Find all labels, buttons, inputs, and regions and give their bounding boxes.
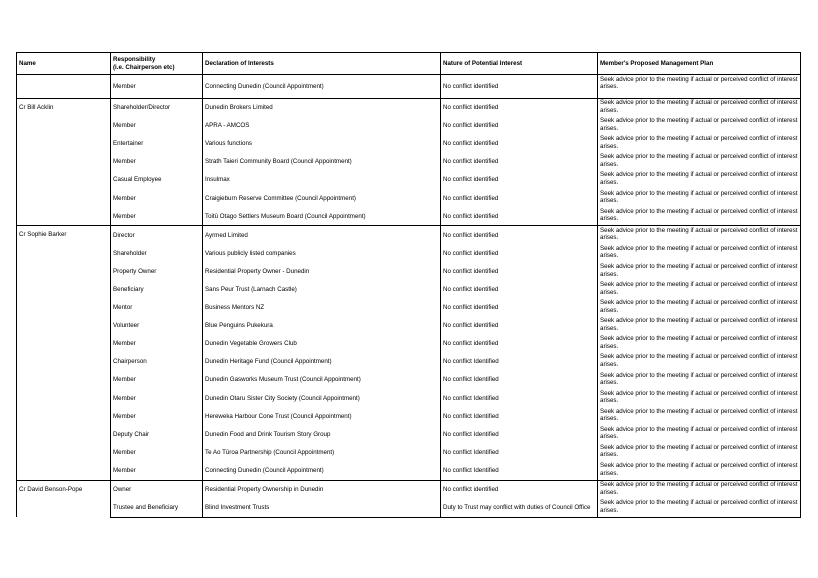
management-plan-cell: Seek advice prior to the meeting if actual or perceived conflict of interest arises. xyxy=(598,189,801,207)
nature-cell: No conflict identified xyxy=(441,153,598,171)
responsibility-cell: Member xyxy=(111,335,203,353)
table-row xyxy=(17,281,801,299)
management-plan-cell: Seek advice prior to the meeting if actual or perceived conflict of interest arises. xyxy=(598,135,801,153)
responsibility-cell: Member xyxy=(111,407,203,425)
nature-cell: No conflict identified xyxy=(441,189,598,207)
declaration-cell: Craigieburn Reserve Committee (Council Appointment) xyxy=(203,189,441,207)
header-responsibility: Responsibility (i.e. Chairperson etc) xyxy=(111,53,203,75)
declaration-cell: Blind Investment Trusts xyxy=(203,499,441,518)
table-row xyxy=(17,425,801,443)
declaration-cell: Dunedin Vegetable Growers Club xyxy=(203,335,441,353)
responsibility-cell: Member xyxy=(111,207,203,226)
nature-cell: No conflict Identified xyxy=(441,371,598,389)
nature-cell: No conflict identified xyxy=(441,117,598,135)
table-row xyxy=(17,353,801,371)
table-row xyxy=(17,171,801,189)
member-name: Cr Bill Acklin xyxy=(17,98,111,226)
nature-cell: No conflict identified xyxy=(441,135,598,153)
management-plan-cell: Seek advice prior to the meeting if actual or perceived conflict of interest arises. xyxy=(598,425,801,443)
nature-cell: No conflict identified xyxy=(441,207,598,226)
table-row xyxy=(17,335,801,353)
management-plan-cell: Seek advice prior to the meeting if actual or perceived conflict of interest arises. xyxy=(598,407,801,425)
declaration-cell: Ayrmed Limited xyxy=(203,226,441,245)
header-name: Name xyxy=(17,53,111,75)
header-management-plan: Member's Proposed Management Plan xyxy=(598,53,801,75)
nature-cell: No conflict identified xyxy=(441,226,598,245)
management-plan-cell: Seek advice prior to the meeting if actual or perceived conflict of interest arises. xyxy=(598,461,801,480)
nature-cell: No conflict identified xyxy=(441,171,598,189)
table-row xyxy=(17,226,801,245)
responsibility-cell: Director xyxy=(111,226,203,245)
member-name: Cr Sophie Barker xyxy=(17,226,111,480)
management-plan-cell: Seek advice prior to the meeting if actual or perceived conflict of interest arises. xyxy=(598,226,801,245)
management-plan-cell: Seek advice prior to the meeting if actual or perceived conflict of interest arises. xyxy=(598,207,801,226)
nature-cell: No conflict identified xyxy=(441,98,598,117)
management-plan-cell: Seek advice prior to the meeting if actual or perceived conflict of interest arises. xyxy=(598,153,801,171)
nature-cell: No conflict Identified xyxy=(441,407,598,425)
management-plan-cell: Seek advice prior to the meeting if actual or perceived conflict of interest arises. xyxy=(598,371,801,389)
management-plan-cell: Seek advice prior to the meeting if actual or perceived conflict of interest arises. xyxy=(598,171,801,189)
table-row xyxy=(17,480,801,499)
nature-cell: No conflict Identified xyxy=(441,425,598,443)
declaration-cell: Connecting Dunedin (Council Appointment) xyxy=(203,461,441,480)
table-row xyxy=(17,461,801,480)
table-row xyxy=(17,189,801,207)
responsibility-cell: Volunteer xyxy=(111,317,203,335)
declaration-cell: Toitū Otago Settlers Museum Board (Council Appointment) xyxy=(203,207,441,226)
management-plan-cell: Seek advice prior to the meeting if actual or perceived conflict of interest arises. xyxy=(598,353,801,371)
declaration-cell: Sans Peur Trust (Larnach Castle) xyxy=(203,281,441,299)
responsibility-cell: Member xyxy=(111,443,203,461)
responsibility-cell: Shareholder xyxy=(111,244,203,262)
management-plan-cell: Seek advice prior to the meeting if actual or perceived conflict of interest arises. xyxy=(598,244,801,262)
management-plan-cell: Seek advice prior to the meeting if actual or perceived conflict of interest arises. xyxy=(598,262,801,280)
responsibility-cell: Property Owner xyxy=(111,262,203,280)
responsibility-cell: Deputy Chair xyxy=(111,425,203,443)
nature-cell: No conflict identified xyxy=(441,480,598,499)
responsibility-cell: Member xyxy=(111,461,203,480)
table-row xyxy=(17,207,801,226)
table-row xyxy=(17,117,801,135)
nature-cell: No conflict identified xyxy=(441,75,598,99)
declaration-cell: Dunedin Heritage Fund (Council Appointment) xyxy=(203,353,441,371)
nature-cell: No conflict Identified xyxy=(441,443,598,461)
management-plan-cell: Seek advice prior to the meeting if actual or perceived conflict of interest arises. xyxy=(598,499,801,518)
declaration-cell: Dunedin Gasworks Museum Trust (Council Appointment) xyxy=(203,371,441,389)
management-plan-cell: Seek advice prior to the meeting if actual or perceived conflict of interest arises. xyxy=(598,317,801,335)
table-row xyxy=(17,244,801,262)
responsibility-cell: Chairperson xyxy=(111,353,203,371)
declaration-cell: Blue Penguins Pukekura xyxy=(203,317,441,335)
declaration-cell: Dunedin Food and Drink Tourism Story Group xyxy=(203,425,441,443)
declaration-cell: APRA - AMCOS xyxy=(203,117,441,135)
table-row xyxy=(17,98,801,117)
table-row xyxy=(17,443,801,461)
register-of-interests-table xyxy=(16,52,801,518)
management-plan-cell: Seek advice prior to the meeting if actual or perceived conflict of interest arises. xyxy=(598,480,801,499)
management-plan-cell: Seek advice prior to the meeting if actual or perceived conflict of interest arises. xyxy=(598,98,801,117)
declaration-cell: Dunedin Brokers Limited xyxy=(203,98,441,117)
declaration-cell: Business Mentors NZ xyxy=(203,299,441,317)
nature-cell: No conflict identified xyxy=(441,262,598,280)
table-row xyxy=(17,299,801,317)
table-row xyxy=(17,407,801,425)
responsibility-cell: Member xyxy=(111,189,203,207)
management-plan-cell: Seek advice prior to the meeting if actual or perceived conflict of interest arises. xyxy=(598,281,801,299)
responsibility-cell: Beneficiary xyxy=(111,281,203,299)
declaration-cell: Residential Property Owner - Dunedin xyxy=(203,262,441,280)
responsibility-cell: Trustee and Beneficiary xyxy=(111,499,203,518)
table-row xyxy=(17,499,801,518)
management-plan-cell: Seek advice prior to the meeting if actual or perceived conflict of interest arises. xyxy=(598,443,801,461)
nature-cell: No conflict identified xyxy=(441,335,598,353)
table-row xyxy=(17,389,801,407)
member-name xyxy=(17,75,111,99)
management-plan-cell: Seek advice prior to the meeting if actual or perceived conflict of interest arises. xyxy=(598,389,801,407)
header-row xyxy=(17,53,801,75)
member-name: Cr David Benson-Pope xyxy=(17,480,111,517)
management-plan-cell: Seek advice prior to the meeting if actual or perceived conflict of interest arises. xyxy=(598,335,801,353)
responsibility-cell: Member xyxy=(111,389,203,407)
responsibility-cell: Owner xyxy=(111,480,203,499)
responsibility-cell: Member xyxy=(111,371,203,389)
responsibility-cell: Member xyxy=(111,117,203,135)
declaration-cell: Te Ao Tūroa Partnership (Council Appointment) xyxy=(203,443,441,461)
nature-cell: No conflict Identified xyxy=(441,389,598,407)
nature-cell: No conflict identified xyxy=(441,299,598,317)
management-plan-cell: Seek advice prior to the meeting if actual or perceived conflict of interest arises. xyxy=(598,299,801,317)
management-plan-cell: Seek advice prior to the meeting if actual or perceived conflict of interest arises. xyxy=(598,75,801,99)
declaration-cell: Various publicly listed companies xyxy=(203,244,441,262)
responsibility-cell: Mentor xyxy=(111,299,203,317)
declaration-cell: Dunedin Otaru Sister City Society (Council Appointment) xyxy=(203,389,441,407)
declaration-cell: Various functions xyxy=(203,135,441,153)
nature-cell: No conflict identified xyxy=(441,281,598,299)
nature-cell: No conflict Identified xyxy=(441,461,598,480)
register-page xyxy=(16,52,800,518)
declaration-cell: Hereweka Harbour Cone Trust (Council Appointment) xyxy=(203,407,441,425)
table-row xyxy=(17,371,801,389)
table-row xyxy=(17,153,801,171)
table-row xyxy=(17,135,801,153)
nature-cell: Duty to Trust may conflict with duties of Council Office xyxy=(441,499,598,518)
nature-cell: No conflict identified xyxy=(441,244,598,262)
declaration-cell: Strath Taieri Community Board (Council Appointment) xyxy=(203,153,441,171)
responsibility-cell: Casual Employee xyxy=(111,171,203,189)
nature-cell: No conflict identified xyxy=(441,317,598,335)
declaration-cell: Insulmax xyxy=(203,171,441,189)
responsibility-cell: Member xyxy=(111,153,203,171)
responsibility-cell: Entertainer xyxy=(111,135,203,153)
management-plan-cell: Seek advice prior to the meeting if actual or perceived conflict of interest arises. xyxy=(598,117,801,135)
table-row xyxy=(17,75,801,99)
table-row xyxy=(17,262,801,280)
responsibility-cell: Shareholder/Director xyxy=(111,98,203,117)
header-nature: Nature of Potential Interest xyxy=(441,53,598,75)
nature-cell: No conflict Identified xyxy=(441,353,598,371)
declaration-cell: Residential Property Ownership in Dunedin xyxy=(203,480,441,499)
register-body xyxy=(17,75,801,518)
responsibility-cell: Member xyxy=(111,75,203,99)
declaration-cell: Connecting Dunedin (Council Appointment) xyxy=(203,75,441,99)
header-declaration: Declaration of Interests xyxy=(203,53,441,75)
table-row xyxy=(17,317,801,335)
